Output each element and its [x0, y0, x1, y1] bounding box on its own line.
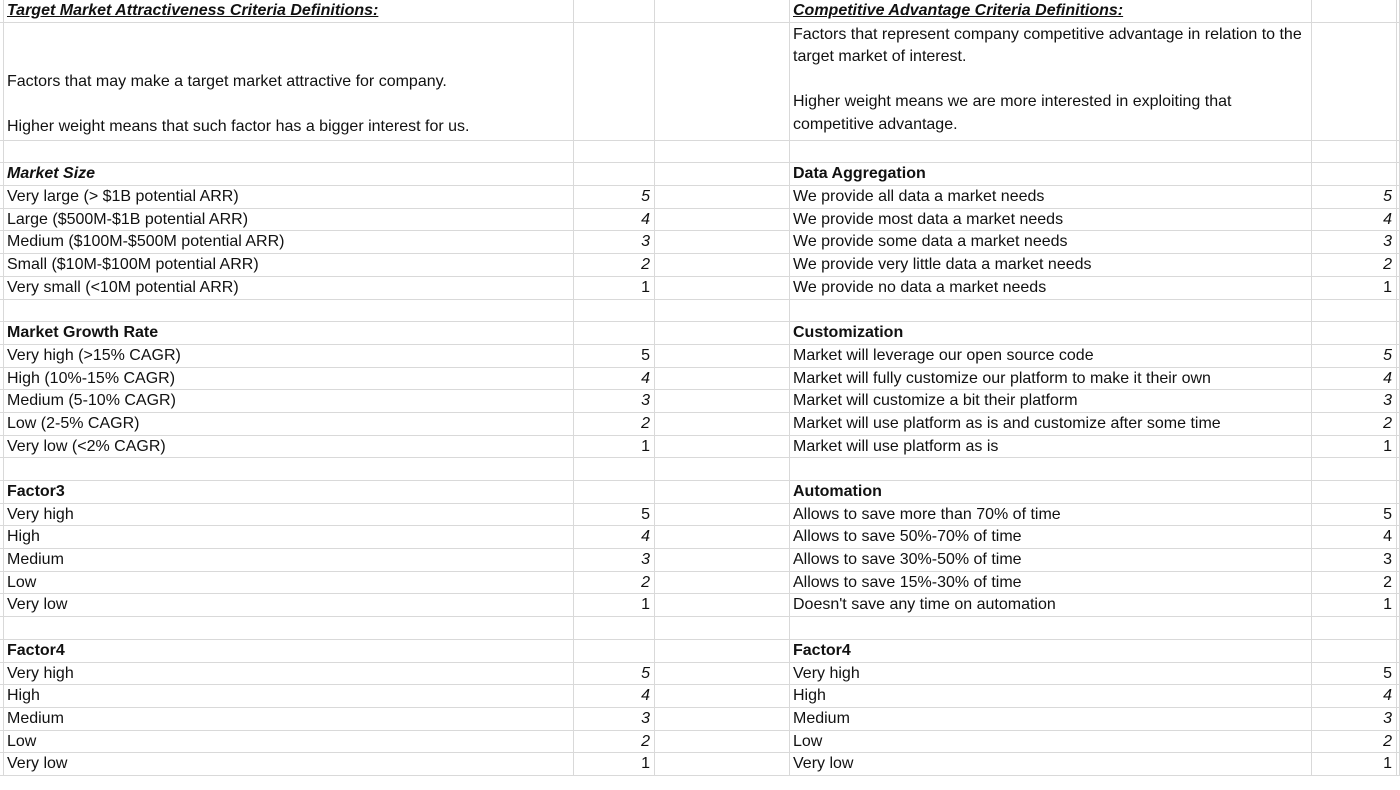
left-weight-cell[interactable] — [574, 390, 655, 413]
empty-cell[interactable] — [655, 594, 790, 617]
left-criteria-label[interactable] — [4, 231, 574, 254]
right-weight-cell[interactable] — [1312, 186, 1397, 209]
left-weight-cell-text: 3 — [641, 709, 650, 727]
right-criteria-label[interactable] — [790, 663, 1312, 686]
left-criteria-label[interactable] — [4, 186, 574, 209]
right-weight-cell-text: 4 — [1383, 210, 1392, 228]
right-criteria-label[interactable] — [790, 277, 1312, 300]
right-weight-cell-text: 3 — [1383, 233, 1392, 251]
left-section-header[interactable] — [4, 322, 574, 345]
right-criteria-label[interactable] — [790, 345, 1312, 368]
left-weight-cell-text: 2 — [641, 732, 650, 750]
right-weight-cell[interactable] — [1312, 390, 1397, 413]
right-criteria-label-text: Market will use platform as is — [793, 437, 999, 455]
right-criteria-label-text: Allows to save 50%-70% of time — [793, 528, 1022, 546]
right-criteria-label[interactable] — [790, 390, 1312, 413]
left-weight-cell-text: 4 — [641, 210, 650, 228]
left-weight-cell-text: 3 — [641, 392, 650, 410]
right-criteria-label[interactable] — [790, 685, 1312, 708]
empty-cell[interactable] — [655, 413, 790, 436]
right-weight-cell[interactable] — [1312, 708, 1397, 731]
left-title-text: Target Market Attractiveness Criteria Definitions: — [7, 2, 379, 19]
empty-cell[interactable] — [574, 23, 655, 141]
empty-cell[interactable] — [655, 0, 790, 23]
right-criteria-label[interactable] — [790, 209, 1312, 232]
left-criteria-label-text: Medium (5-10% CAGR) — [7, 392, 176, 410]
right-weight-cell-text: 5 — [1383, 664, 1392, 682]
empty-cell[interactable] — [655, 640, 790, 663]
left-criteria-label-text: Very high (>15% CAGR) — [7, 346, 181, 364]
empty-cell[interactable] — [574, 0, 655, 23]
right-criteria-label[interactable] — [790, 254, 1312, 277]
empty-cell[interactable] — [655, 663, 790, 686]
right-weight-cell[interactable] — [1312, 594, 1397, 617]
right-criteria-label[interactable] — [790, 753, 1312, 776]
empty-cell[interactable] — [655, 458, 790, 481]
empty-cell[interactable] — [655, 504, 790, 527]
left-criteria-label[interactable] — [4, 685, 574, 708]
right-weight-cell-text: 2 — [1383, 256, 1392, 274]
empty-cell[interactable] — [655, 209, 790, 232]
left-weight-cell-text: 3 — [641, 233, 650, 251]
right-title[interactable] — [790, 0, 1312, 23]
left-weight-cell[interactable] — [574, 277, 655, 300]
empty-cell[interactable] — [655, 345, 790, 368]
right-weight-cell[interactable] — [1312, 526, 1397, 549]
right-criteria-label[interactable] — [790, 572, 1312, 595]
empty-cell[interactable] — [574, 640, 655, 663]
empty-cell[interactable] — [1312, 0, 1397, 23]
right-criteria-label-text: Doesn't save any time on automation — [793, 596, 1056, 614]
right-weight-cell[interactable] — [1312, 254, 1397, 277]
left-weight-cell[interactable] — [574, 549, 655, 572]
left-criteria-label[interactable] — [4, 390, 574, 413]
right-weight-cell[interactable] — [1312, 572, 1397, 595]
left-title[interactable] — [4, 0, 574, 23]
right-criteria-label-text: Allows to save more than 70% of time — [793, 505, 1061, 523]
right-weight-cell[interactable] — [1312, 504, 1397, 527]
left-criteria-label-text: Very high — [7, 505, 74, 523]
right-section-header[interactable] — [790, 163, 1312, 186]
right-section-header[interactable] — [790, 481, 1312, 504]
left-criteria-label[interactable] — [4, 549, 574, 572]
left-section-header[interactable] — [4, 163, 574, 186]
right-weight-cell-text: 2 — [1383, 573, 1392, 591]
left-weight-cell-text: 1 — [641, 437, 650, 455]
right-criteria-label-text: We provide very little data a market needs — [793, 256, 1092, 274]
right-criteria-label[interactable] — [790, 731, 1312, 754]
empty-cell[interactable] — [655, 231, 790, 254]
left-weight-cell-text: 1 — [641, 596, 650, 614]
right-criteria-label[interactable] — [790, 708, 1312, 731]
right-weight-cell[interactable] — [1312, 277, 1397, 300]
left-criteria-label[interactable] — [4, 254, 574, 277]
description-line: Factors that represent company competitive advantage in relation to the target market of interest. — [793, 25, 1302, 66]
right-weight-cell-text: 4 — [1383, 528, 1392, 546]
empty-cell[interactable] — [655, 277, 790, 300]
right-weight-cell[interactable] — [1312, 549, 1397, 572]
right-section-header[interactable] — [790, 640, 1312, 663]
right-weight-cell-text: 1 — [1383, 278, 1392, 296]
right-criteria-label-text: We provide all data a market needs — [793, 188, 1045, 206]
left-criteria-label-text: Medium — [7, 709, 64, 727]
empty-cell[interactable] — [574, 322, 655, 345]
left-weight-cell-text: 5 — [641, 505, 650, 523]
right-criteria-label[interactable] — [790, 549, 1312, 572]
empty-cell[interactable] — [655, 300, 790, 323]
right-weight-cell[interactable] — [1312, 345, 1397, 368]
right-section-header-text: Automation — [793, 483, 882, 500]
empty-cell[interactable] — [574, 617, 655, 640]
right-criteria-label[interactable] — [790, 368, 1312, 391]
left-weight-cell[interactable] — [574, 436, 655, 459]
left-criteria-label-text: Very low (<2% CAGR) — [7, 437, 166, 455]
left-weight-cell-text: 4 — [641, 369, 650, 387]
left-criteria-label-text: Low — [7, 732, 37, 750]
right-weight-cell-text: 3 — [1383, 392, 1392, 410]
left-criteria-label-text: Very small (<10M potential ARR) — [7, 278, 239, 296]
left-section-header[interactable] — [4, 481, 574, 504]
left-weight-cell-text: 5 — [641, 664, 650, 682]
right-criteria-label[interactable] — [790, 186, 1312, 209]
empty-cell[interactable] — [1312, 322, 1397, 345]
right-criteria-label-text: Medium — [793, 709, 850, 727]
empty-cell[interactable] — [655, 753, 790, 776]
left-weight-cell[interactable] — [574, 231, 655, 254]
left-criteria-label[interactable] — [4, 663, 574, 686]
empty-cell[interactable] — [574, 458, 655, 481]
left-weight-cell[interactable] — [574, 254, 655, 277]
right-weight-cell[interactable] — [1312, 231, 1397, 254]
right-section-header[interactable] — [790, 322, 1312, 345]
right-criteria-label[interactable] — [790, 526, 1312, 549]
right-weight-cell-text: 1 — [1383, 596, 1392, 614]
right-weight-cell-text: 5 — [1383, 188, 1392, 206]
left-weight-cell[interactable] — [574, 663, 655, 686]
left-criteria-label[interactable] — [4, 277, 574, 300]
left-criteria-label-text: High — [7, 687, 40, 705]
empty-cell[interactable] — [1312, 617, 1397, 640]
empty-cell[interactable] — [1312, 458, 1397, 481]
right-section-header-text: Data Aggregation — [793, 165, 926, 183]
left-criteria-label-text: Low (2-5% CAGR) — [7, 414, 140, 432]
left-weight-cell[interactable] — [574, 708, 655, 731]
right-weight-cell-text: 1 — [1383, 437, 1392, 455]
left-weight-cell[interactable] — [574, 345, 655, 368]
right-criteria-label-text: Very low — [793, 755, 854, 773]
empty-cell[interactable] — [655, 368, 790, 391]
right-criteria-label-text: Market will use platform as is and customize after some time — [793, 414, 1221, 432]
empty-cell[interactable] — [655, 481, 790, 504]
left-criteria-label[interactable] — [4, 731, 574, 754]
right-weight-cell[interactable] — [1312, 413, 1397, 436]
empty-cell[interactable] — [790, 300, 1312, 323]
right-weight-cell[interactable] — [1312, 663, 1397, 686]
right-weight-cell[interactable] — [1312, 368, 1397, 391]
left-criteria-label-text: Very low — [7, 596, 68, 614]
right-weight-cell-text: 4 — [1383, 369, 1392, 387]
empty-cell[interactable] — [655, 731, 790, 754]
description-line: Higher weight means we are more interested in exploiting that competitive advantage. — [793, 93, 1232, 133]
empty-cell[interactable] — [655, 685, 790, 708]
left-criteria-label[interactable] — [4, 753, 574, 776]
left-weight-cell-text: 3 — [641, 551, 650, 569]
empty-cell[interactable] — [655, 254, 790, 277]
empty-cell[interactable] — [1312, 23, 1397, 141]
left-criteria-label-text: Large ($500M-$1B potential ARR) — [7, 210, 249, 228]
empty-cell[interactable] — [655, 708, 790, 731]
right-weight-cell[interactable] — [1312, 753, 1397, 776]
empty-cell[interactable] — [1312, 141, 1397, 164]
right-criteria-label-text: Market will leverage our open source code — [793, 346, 1094, 364]
left-weight-cell[interactable] — [574, 413, 655, 436]
left-criteria-label[interactable] — [4, 708, 574, 731]
left-criteria-label[interactable] — [4, 504, 574, 527]
left-criteria-label[interactable] — [4, 526, 574, 549]
empty-cell[interactable] — [574, 163, 655, 186]
left-weight-cell-text: 2 — [641, 256, 650, 274]
right-criteria-label-text: Very high — [793, 664, 860, 682]
description-spacer — [793, 69, 1308, 92]
left-criteria-label[interactable] — [4, 209, 574, 232]
empty-cell[interactable] — [655, 390, 790, 413]
left-weight-cell[interactable] — [574, 504, 655, 527]
right-criteria-label-text: High — [793, 687, 826, 705]
left-criteria-label[interactable] — [4, 368, 574, 391]
left-criteria-label-text: Medium ($100M-$500M potential ARR) — [7, 233, 285, 251]
right-criteria-label[interactable] — [790, 504, 1312, 527]
empty-cell[interactable] — [655, 23, 790, 141]
right-criteria-label-text: Allows to save 30%-50% of time — [793, 551, 1022, 569]
empty-cell[interactable] — [574, 481, 655, 504]
empty-cell[interactable] — [655, 322, 790, 345]
empty-cell[interactable] — [655, 526, 790, 549]
left-section-header-text: Market Size — [7, 165, 96, 183]
empty-cell[interactable] — [790, 458, 1312, 481]
left-description-cell[interactable] — [4, 23, 574, 141]
description-line: Higher weight means that such factor has a bigger interest for us. — [7, 118, 470, 136]
empty-cell[interactable] — [655, 163, 790, 186]
left-weight-cell[interactable] — [574, 186, 655, 209]
right-criteria-label-text: We provide some data a market needs — [793, 233, 1068, 251]
empty-cell[interactable] — [4, 617, 574, 640]
empty-cell[interactable] — [655, 617, 790, 640]
empty-cell[interactable] — [4, 300, 574, 323]
empty-cell[interactable] — [574, 300, 655, 323]
left-criteria-label[interactable] — [4, 436, 574, 459]
left-weight-cell-text: 2 — [641, 573, 650, 591]
left-weight-cell-text: 1 — [641, 278, 650, 296]
right-weight-cell-text: 4 — [1383, 687, 1392, 705]
empty-cell[interactable] — [574, 141, 655, 164]
left-section-header-text: Factor4 — [7, 641, 65, 659]
right-criteria-label[interactable] — [790, 594, 1312, 617]
right-section-header-text: Factor4 — [793, 641, 851, 659]
empty-cell[interactable] — [1312, 300, 1397, 323]
empty-cell[interactable] — [655, 186, 790, 209]
left-weight-cell-text: 2 — [641, 414, 650, 432]
left-criteria-label[interactable] — [4, 594, 574, 617]
left-weight-cell[interactable] — [574, 594, 655, 617]
left-weight-cell[interactable] — [574, 572, 655, 595]
left-weight-cell[interactable] — [574, 731, 655, 754]
right-weight-cell[interactable] — [1312, 685, 1397, 708]
right-criteria-label-text: We provide no data a market needs — [793, 278, 1047, 296]
right-criteria-label[interactable] — [790, 413, 1312, 436]
empty-cell[interactable] — [790, 617, 1312, 640]
description-line: Factors that may make a target market attractive for company. — [7, 73, 447, 91]
left-criteria-label-text: Medium — [7, 551, 64, 569]
right-criteria-label-text: We provide most data a market needs — [793, 210, 1064, 228]
empty-cell[interactable] — [655, 572, 790, 595]
left-criteria-label-text: Very large (> $1B potential ARR) — [7, 188, 239, 206]
left-weight-cell-text: 4 — [641, 687, 650, 705]
left-criteria-label[interactable] — [4, 572, 574, 595]
right-criteria-label-text: Low — [793, 732, 823, 750]
left-section-header-text: Market Growth Rate — [7, 324, 159, 342]
left-criteria-label-text: Low — [7, 573, 37, 591]
right-section-header-text: Customization — [793, 324, 904, 342]
right-weight-cell-text: 5 — [1383, 505, 1392, 523]
right-description-cell[interactable] — [790, 23, 1312, 141]
right-criteria-label-text: Allows to save 15%-30% of time — [793, 573, 1022, 591]
empty-cell[interactable] — [655, 436, 790, 459]
description-spacer — [7, 94, 570, 117]
left-criteria-label-text: Very low — [7, 755, 68, 773]
empty-cell[interactable] — [1312, 640, 1397, 663]
right-weight-cell-text: 2 — [1383, 732, 1392, 750]
left-weight-cell-text: 5 — [641, 188, 650, 206]
empty-cell[interactable] — [790, 141, 1312, 164]
left-weight-cell[interactable] — [574, 368, 655, 391]
left-section-header-text: Factor3 — [7, 483, 65, 500]
right-weight-cell[interactable] — [1312, 209, 1397, 232]
right-weight-cell-text: 2 — [1383, 414, 1392, 432]
left-criteria-label[interactable] — [4, 413, 574, 436]
left-criteria-label-text: Very high — [7, 664, 74, 682]
right-criteria-label[interactable] — [790, 436, 1312, 459]
right-weight-cell-text: 5 — [1383, 346, 1392, 364]
right-weight-cell[interactable] — [1312, 436, 1397, 459]
empty-cell[interactable] — [655, 141, 790, 164]
left-criteria-label-text: High (10%-15% CAGR) — [7, 369, 176, 387]
right-criteria-label-text: Market will customize a bit their platform — [793, 392, 1078, 410]
right-criteria-label[interactable] — [790, 231, 1312, 254]
right-weight-cell-text: 3 — [1383, 551, 1392, 569]
left-weight-cell[interactable] — [574, 209, 655, 232]
left-weight-cell-text: 4 — [641, 528, 650, 546]
left-criteria-label-text: High — [7, 528, 40, 546]
left-weight-cell[interactable] — [574, 753, 655, 776]
empty-cell[interactable] — [4, 458, 574, 481]
empty-cell[interactable] — [655, 549, 790, 572]
empty-cell[interactable] — [4, 141, 574, 164]
right-weight-cell[interactable] — [1312, 731, 1397, 754]
right-weight-cell-text: 3 — [1383, 709, 1392, 727]
left-weight-cell-text: 1 — [641, 755, 650, 773]
empty-cell[interactable] — [1312, 481, 1397, 504]
left-weight-cell-text: 5 — [641, 346, 650, 364]
right-weight-cell-text: 1 — [1383, 755, 1392, 773]
right-criteria-label-text: Market will fully customize our platform to make it their own — [793, 369, 1211, 387]
left-section-header[interactable] — [4, 640, 574, 663]
left-weight-cell[interactable] — [574, 526, 655, 549]
left-criteria-label-text: Small ($10M-$100M potential ARR) — [7, 256, 259, 274]
left-criteria-label[interactable] — [4, 345, 574, 368]
left-weight-cell[interactable] — [574, 685, 655, 708]
empty-cell[interactable] — [1312, 163, 1397, 186]
right-title-text: Competitive Advantage Criteria Definitions: — [793, 2, 1124, 19]
